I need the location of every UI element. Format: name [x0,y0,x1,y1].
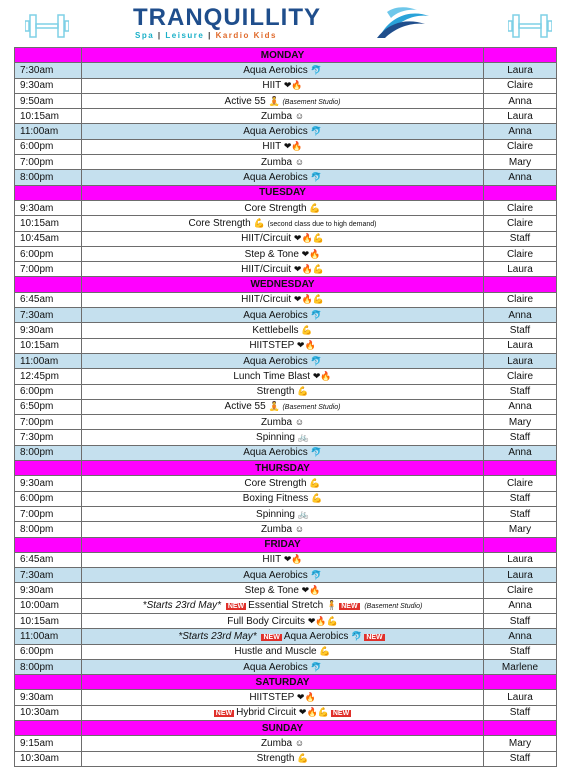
class-cell [82,690,484,705]
instructor: Staff [484,613,557,628]
class-row [15,63,557,78]
class-row [15,262,557,277]
class-cell [82,415,484,430]
class-type-icon: 🚲 [297,508,309,519]
instructor: Staff [484,384,557,399]
class-name: Aqua Aerobics [243,569,308,581]
class-name: HIIT/Circuit [241,233,292,245]
instructor: Anna [484,629,557,644]
instructor: Staff [484,705,557,720]
brand-logo [133,4,433,44]
instructor: Staff [484,491,557,506]
class-row [15,613,557,628]
class-type-icon: ❤🔥 [301,248,321,259]
class-cell [82,231,484,246]
class-row [15,476,557,491]
class-row [15,292,557,307]
day-header-row [15,461,557,476]
class-name: HIIT/Circuit [241,294,292,306]
class-name: Aqua Aerobics [243,126,308,138]
class-row [15,93,557,108]
class-type-icon: 💪 [309,477,321,488]
class-row [15,353,557,368]
class-cell [82,445,484,460]
class-row [15,399,557,414]
day-header-row [15,185,557,200]
day-header-blank [15,185,82,200]
instructor: Anna [484,170,557,185]
instructor: Anna [484,308,557,323]
class-name: Strength [256,386,295,398]
class-cell [82,369,484,384]
day-header: THURSDAY [82,461,484,476]
day-header-row [15,675,557,690]
day-header: MONDAY [82,48,484,63]
class-time: 12:45pm [15,369,82,384]
class-name: Aqua Aerobics [243,172,308,184]
class-name: HIITSTEP [249,692,295,704]
day-header: SATURDAY [82,675,484,690]
instructor: Anna [484,399,557,414]
class-type-icon: 💪 [301,324,313,335]
new-badge: NEW [215,710,233,718]
class-row [15,583,557,598]
class-name: Core Strength [244,202,307,214]
class-row [15,170,557,185]
class-time: 6:50pm [15,399,82,414]
class-cell [82,491,484,506]
class-cell [82,399,484,414]
instructor: Laura [484,568,557,583]
day-header-blank [15,675,82,690]
class-type-icon: ❤🔥 [312,370,332,381]
class-cell [82,613,484,628]
class-cell [82,751,484,766]
class-row [15,78,557,93]
class-row [15,659,557,674]
class-name: Spinning [256,432,295,444]
class-name: Aqua Aerobics [243,661,308,673]
instructor: Mary [484,155,557,170]
class-cell [82,308,484,323]
class-time: 10:45am [15,231,82,246]
day-header: WEDNESDAY [82,277,484,292]
class-type-icon: 🐬 [310,309,322,320]
dumbbell-icon [25,12,69,40]
class-cell [82,353,484,368]
class-row [15,506,557,521]
instructor: Laura [484,552,557,567]
class-type-icon: 💪 [311,493,323,504]
class-time: 10:30am [15,705,82,720]
class-time: 11:00am [15,353,82,368]
class-type-icon: ❤🔥💪 [293,263,324,274]
class-time: 9:30am [15,690,82,705]
instructor: Staff [484,323,557,338]
instructor: Mary [484,522,557,537]
class-cell [82,93,484,108]
instructor: Claire [484,292,557,307]
class-row [15,338,557,353]
new-badge: NEW [332,710,350,718]
instructor: Claire [484,583,557,598]
instructor: Staff [484,506,557,521]
class-cell [82,338,484,353]
class-type-icon: 🐬 [310,447,322,458]
class-name: Spinning [256,508,295,520]
class-type-icon: 🐬 [310,126,322,137]
class-type-icon: 🐬 [310,661,322,672]
class-type-icon: 🐬 [310,569,322,580]
start-note: *Starts 23rd May* [142,600,222,612]
day-header-blank [484,277,557,292]
class-name: Step & Tone [244,585,299,597]
class-time: 8:00pm [15,170,82,185]
class-time: 6:00pm [15,246,82,261]
class-time: 10:00am [15,598,82,613]
class-name: Aqua Aerobics [243,309,308,321]
class-type-icon: ❤🔥 [283,554,303,565]
class-name: Kettlebells [252,324,299,336]
class-cell [82,522,484,537]
class-type-icon: ❤🔥💪 [293,294,324,305]
class-row [15,155,557,170]
class-cell [82,506,484,521]
class-time: 10:15am [15,613,82,628]
class-row [15,246,557,261]
class-type-icon: 🧍 [326,600,338,611]
new-badge: NEW [341,603,358,611]
start-note: *Starts 23rd May* [178,630,257,642]
class-cell [82,78,484,93]
class-row [15,751,557,766]
class-row [15,552,557,567]
class-type-icon: ❤🔥💪 [298,707,329,718]
instructor: Laura [484,109,557,124]
class-name: HIIT/Circuit [241,263,292,275]
instructor: Mary [484,415,557,430]
class-name: Zumba [260,110,293,122]
class-time: 9:30am [15,78,82,93]
tagline-leisure: Leisure [165,31,205,40]
day-header-row [15,537,557,552]
class-type-icon: 🐬 [351,630,363,641]
day-header-blank [484,48,557,63]
day-header: FRIDAY [82,537,484,552]
instructor: Claire [484,139,557,154]
class-name: Zumba [260,738,293,749]
instructor: Staff [484,644,557,659]
class-row [15,109,557,124]
class-cell [82,139,484,154]
class-row [15,216,557,231]
class-name: Zumba [260,523,293,535]
class-time: 7:00pm [15,262,82,277]
new-badge: NEW [366,633,383,641]
location-note: (Basement Studio) [282,98,341,106]
class-type-icon: ❤🔥 [301,585,321,596]
class-name: Active 55 [224,401,266,413]
class-note: (second class due to high demand) [267,220,377,228]
day-header-blank [484,461,557,476]
class-row [15,690,557,705]
day-header-blank [15,721,82,736]
instructor: Claire [484,78,557,93]
class-cell [82,552,484,567]
class-row [15,491,557,506]
brand-name: TRANQUILLITY [133,4,321,31]
class-cell [82,476,484,491]
new-badge: NEW [227,603,245,611]
class-cell [82,63,484,78]
class-type-icon: ❤🔥 [296,340,316,351]
instructor: Claire [484,476,557,491]
class-name: Full Body Circuits [227,615,306,627]
class-row [15,308,557,323]
class-time: 8:00pm [15,522,82,537]
class-type-icon: 💪 [319,646,331,657]
class-row [15,568,557,583]
day-header-blank [484,675,557,690]
class-cell [82,109,484,124]
class-time: 6:00pm [15,139,82,154]
class-cell [82,659,484,674]
class-row [15,200,557,215]
class-type-icon: 🐬 [310,64,322,75]
instructor: Laura [484,353,557,368]
class-time: 7:00pm [15,155,82,170]
class-name: HIIT [262,554,282,566]
class-cell [82,323,484,338]
class-time: 6:00pm [15,384,82,399]
class-time: 8:00pm [15,659,82,674]
class-type-icon: ❤🔥 [283,80,303,91]
class-type-icon: 💪 [309,202,321,213]
instructor: Anna [484,93,557,108]
class-name: Active 55 [224,95,266,107]
class-time: 7:30pm [15,430,82,445]
day-header-row [15,48,557,63]
class-time: 9:50am [15,93,82,108]
class-cell [82,583,484,598]
instructor: Claire [484,246,557,261]
class-type-icon: ☺ [294,738,305,748]
timetable-body [15,48,557,767]
header [0,0,570,46]
class-time: 6:00pm [15,491,82,506]
class-row [15,705,557,720]
location-note: (Basement Studio) [364,603,423,611]
class-row [15,644,557,659]
class-name: Lunch Time Blast [233,370,311,382]
class-cell [82,170,484,185]
class-type-icon: 💪 [297,386,309,397]
instructor: Laura [484,262,557,277]
class-row [15,736,557,751]
day-header: TUESDAY [82,185,484,200]
class-type-icon: 🧘 [268,95,280,106]
class-time: 7:30am [15,308,82,323]
tagline-sep: | [208,31,212,40]
class-time: 7:00pm [15,506,82,521]
class-row [15,629,557,644]
class-time: 10:15am [15,216,82,231]
instructor: Claire [484,200,557,215]
class-time: 11:00am [15,124,82,139]
class-name: Aqua Aerobics [243,64,308,76]
class-name: HIIT [262,80,282,92]
class-time: 10:15am [15,338,82,353]
day-header-blank [484,185,557,200]
class-type-icon: ☺ [294,110,305,121]
new-badge: NEW [263,633,280,641]
class-time: 7:30am [15,568,82,583]
class-row [15,445,557,460]
instructor: Laura [484,338,557,353]
class-type-icon: 🐬 [310,355,322,366]
class-time: 6:45am [15,292,82,307]
class-type-icon: 🧘 [268,401,280,412]
class-name: Essential Stretch [248,600,324,612]
class-name: Hustle and Muscle [234,646,317,658]
class-name: Strength [256,753,295,765]
class-name: Step & Tone [244,248,299,260]
class-name: Core Strength [244,477,307,489]
day-header-blank [15,537,82,552]
class-type-icon: 🐬 [310,172,322,183]
class-cell [82,598,484,613]
class-time: 9:30am [15,323,82,338]
class-row [15,231,557,246]
class-cell [82,155,484,170]
class-time: 10:15am [15,109,82,124]
instructor: Laura [484,690,557,705]
class-time: 9:30am [15,200,82,215]
class-time: 7:00pm [15,415,82,430]
class-cell [82,384,484,399]
class-time: 10:30am [15,751,82,766]
tagline-spa: Spa [135,31,155,40]
class-row [15,124,557,139]
class-cell [82,568,484,583]
class-type-icon: 💪 [297,753,309,764]
class-name: HIIT [262,141,282,153]
day-header-blank [15,461,82,476]
location-note: (Basement Studio) [282,404,341,412]
class-cell [82,200,484,215]
class-row [15,139,557,154]
class-cell [82,246,484,261]
class-type-icon: 💪 [253,217,265,228]
class-row [15,369,557,384]
class-cell [82,292,484,307]
day-header-blank [15,48,82,63]
day-header-row [15,721,557,736]
instructor: Staff [484,751,557,766]
class-cell [82,736,484,751]
class-time: 6:00pm [15,644,82,659]
class-name: Aqua Aerobics [283,630,349,642]
day-header-row [15,277,557,292]
class-row [15,323,557,338]
class-cell [82,262,484,277]
class-cell [82,124,484,139]
class-type-icon: ❤🔥 [296,692,316,703]
instructor: Claire [484,369,557,384]
class-time: 7:30am [15,63,82,78]
wave-logo-icon [373,4,431,42]
class-row [15,430,557,445]
class-type-icon: 🚲 [297,432,309,443]
instructor: Laura [484,63,557,78]
class-cell [82,644,484,659]
class-type-icon: ☺ [294,416,305,427]
brand-tagline [135,31,277,40]
class-time: 9:30am [15,583,82,598]
class-name: Zumba [260,156,293,168]
instructor: Staff [484,231,557,246]
class-time: 9:15am [15,736,82,751]
class-row [15,415,557,430]
day-header-blank [484,721,557,736]
day-header-blank [484,537,557,552]
instructor: Anna [484,598,557,613]
day-header: SUNDAY [82,721,484,736]
instructor: Marlene [484,659,557,674]
instructor: Claire [484,216,557,231]
class-time: 11:00am [15,629,82,644]
instructor: Anna [484,445,557,460]
tagline-kardio: Kardio Kids [215,31,277,40]
day-header-blank [15,277,82,292]
class-time: 9:30am [15,476,82,491]
class-name: Hybrid Circuit [236,707,297,719]
class-name: Zumba [260,416,293,428]
class-time: 6:45am [15,552,82,567]
class-name: Core Strength [188,217,251,229]
class-cell [82,705,484,720]
class-name: Boxing Fitness [242,493,309,505]
class-name: HIITSTEP [249,340,295,352]
dumbbell-icon [508,12,552,40]
timetable [14,47,557,767]
class-time: 8:00pm [15,445,82,460]
class-cell [82,216,484,231]
class-row [15,598,557,613]
class-type-icon: ❤🔥💪 [307,615,338,626]
class-name: Aqua Aerobics [243,447,308,459]
class-name: Aqua Aerobics [243,355,308,367]
class-cell [82,430,484,445]
class-cell [82,629,484,644]
class-row [15,384,557,399]
tagline-sep: | [157,31,162,40]
class-type-icon: ❤🔥💪 [293,233,324,244]
class-type-icon: ❤🔥 [283,141,303,152]
class-row [15,522,557,537]
instructor: Anna [484,124,557,139]
class-type-icon: ☺ [294,523,305,534]
class-type-icon: ☺ [294,156,305,167]
instructor: Staff [484,430,557,445]
instructor: Mary [484,736,557,751]
